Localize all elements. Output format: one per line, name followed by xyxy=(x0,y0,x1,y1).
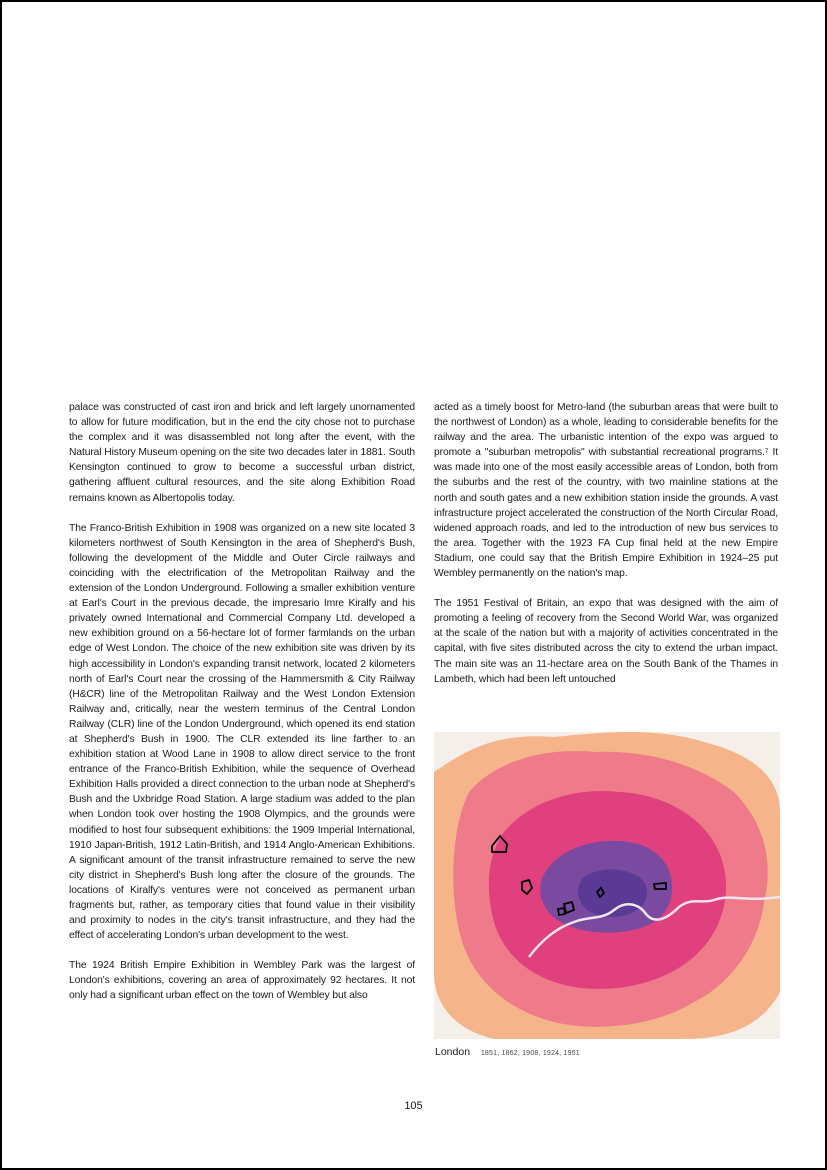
paragraph: palace was constructed of cast iron and brick and left largely unornamented to allow for future modification, but in the end the city chose not to purchase the complex and it was disassembled not long after the event, with the Natural History Museum opening on the site two decades later in 1881. South Kensington continued to grow to become a successful urban district, gathering affluent cultural resources, and the site along Exhibition Road remains known as Albertopolis today. xyxy=(69,402,415,504)
page-number: 105 xyxy=(404,1100,423,1112)
london-urban-growth-map xyxy=(434,732,780,1039)
caption-title: London xyxy=(435,1046,471,1058)
right-text-column xyxy=(434,400,778,702)
paragraph: The 1924 British Empire Exhibition in Wembley Park was the largest of London's exhibitions, covering an area of approximately 92 hectares. It not only had a significant urban effect on the town of Wembley but also xyxy=(69,960,415,1002)
figure-caption xyxy=(435,1045,781,1061)
paragraph: acted as a timely boost for Metro-land (the suburban areas that were built to the northwest of London) as a whole, leading to considerable benefits for the railway and the area. The urbanistic intention of the expo was argued to promote a "suburban metropolis" with substantial recreational programs.⁷ It was made into one of the most easily accessible areas of London, both from the suburbs and the rest of the country, with two mainline stations at the north and south gates and a new exhibition station inside the grounds. A vast infrastructure project accelerated the construction of the North Circular Road, widened approach roads, and led to the introduction of new bus services to the area. Together with the 1923 FA Cup final held at the new Empire Stadium, one could say that the British Empire Exhibition in 1924–25 put Wembley permanently on the nation's map. xyxy=(434,402,778,580)
left-text-column xyxy=(69,400,415,1019)
map-graphic xyxy=(434,732,780,1039)
paragraph: The 1951 Festival of Britain, an expo that was designed with the aim of promoting a feeling of recovery from the Second World War, was organized at the scale of the nation but with a majority of activities concentrated in the capital, with five sites distributed across the city to extend the urban impact. The main site was an 11-hectare area on the South Bank of the Thames in Lambeth, which had been left untouched xyxy=(434,598,778,685)
caption-years: 1851, 1862, 1908, 1924, 1951 xyxy=(480,1050,580,1057)
paragraph: The Franco-British Exhibition in 1908 was organized on a new site located 3 kilometers northwest of South Kensington in the area of Shepherd's Bush, following the development of the Middle and Outer Circle railways and coinciding with the electrification of the Metropolitan Railway and the extension of the London Underground. Following a smaller exhibition venture at Earl's Court in the previous decade, the impresario Imre Kiralfy and his privately owned International and Commercial Company Ltd. developed a new exhibition ground on a 56-hectare lot of former farmlands on the urban edge of West London. The choice of the new exhibition site was driven by its high accessibility in London's expanding transit network, located 2 kilometers north of Earl's Court near the crossing of the Hammersmith & City Railway (H&CR) line of the Metropolitan Railway and the West London Extension Railway and, critically, near the western terminus of the Central London Railway (CLR) line of the London Underground, which opened its end station at Shepherd's Bush in 1900. The CLR extended its line farther to an exhibition station at Wood Lane in 1908 to allow direct service to the front entrance of the Franco-British Exhibition, while the sequence of Overhead Exhibition Halls provided a direct connection to the urban node at Shepherd's Bush and the Uxbridge Road Station. A large stadium was added to the plan when London took over hosting the 1908 Olympics, and the grounds were modified to host four subsequent exhibitions: the 1909 Imperial International, 1910 Japan-British, 1912 Latin-British, and 1914 Anglo-American Exhibitions. A significant amount of the transit infrastructure remained to serve the new city district in Shepherd's Bush long after the closure of the grounds. The locations of Kiralfy's ventures were not conceived as permanent urban fragments but, rather, as temporary cities that found value in their visibility and proximity to nodes in the city's transit infrastructure, and they had the effect of accelerating London's urban development to the west. xyxy=(69,522,415,942)
